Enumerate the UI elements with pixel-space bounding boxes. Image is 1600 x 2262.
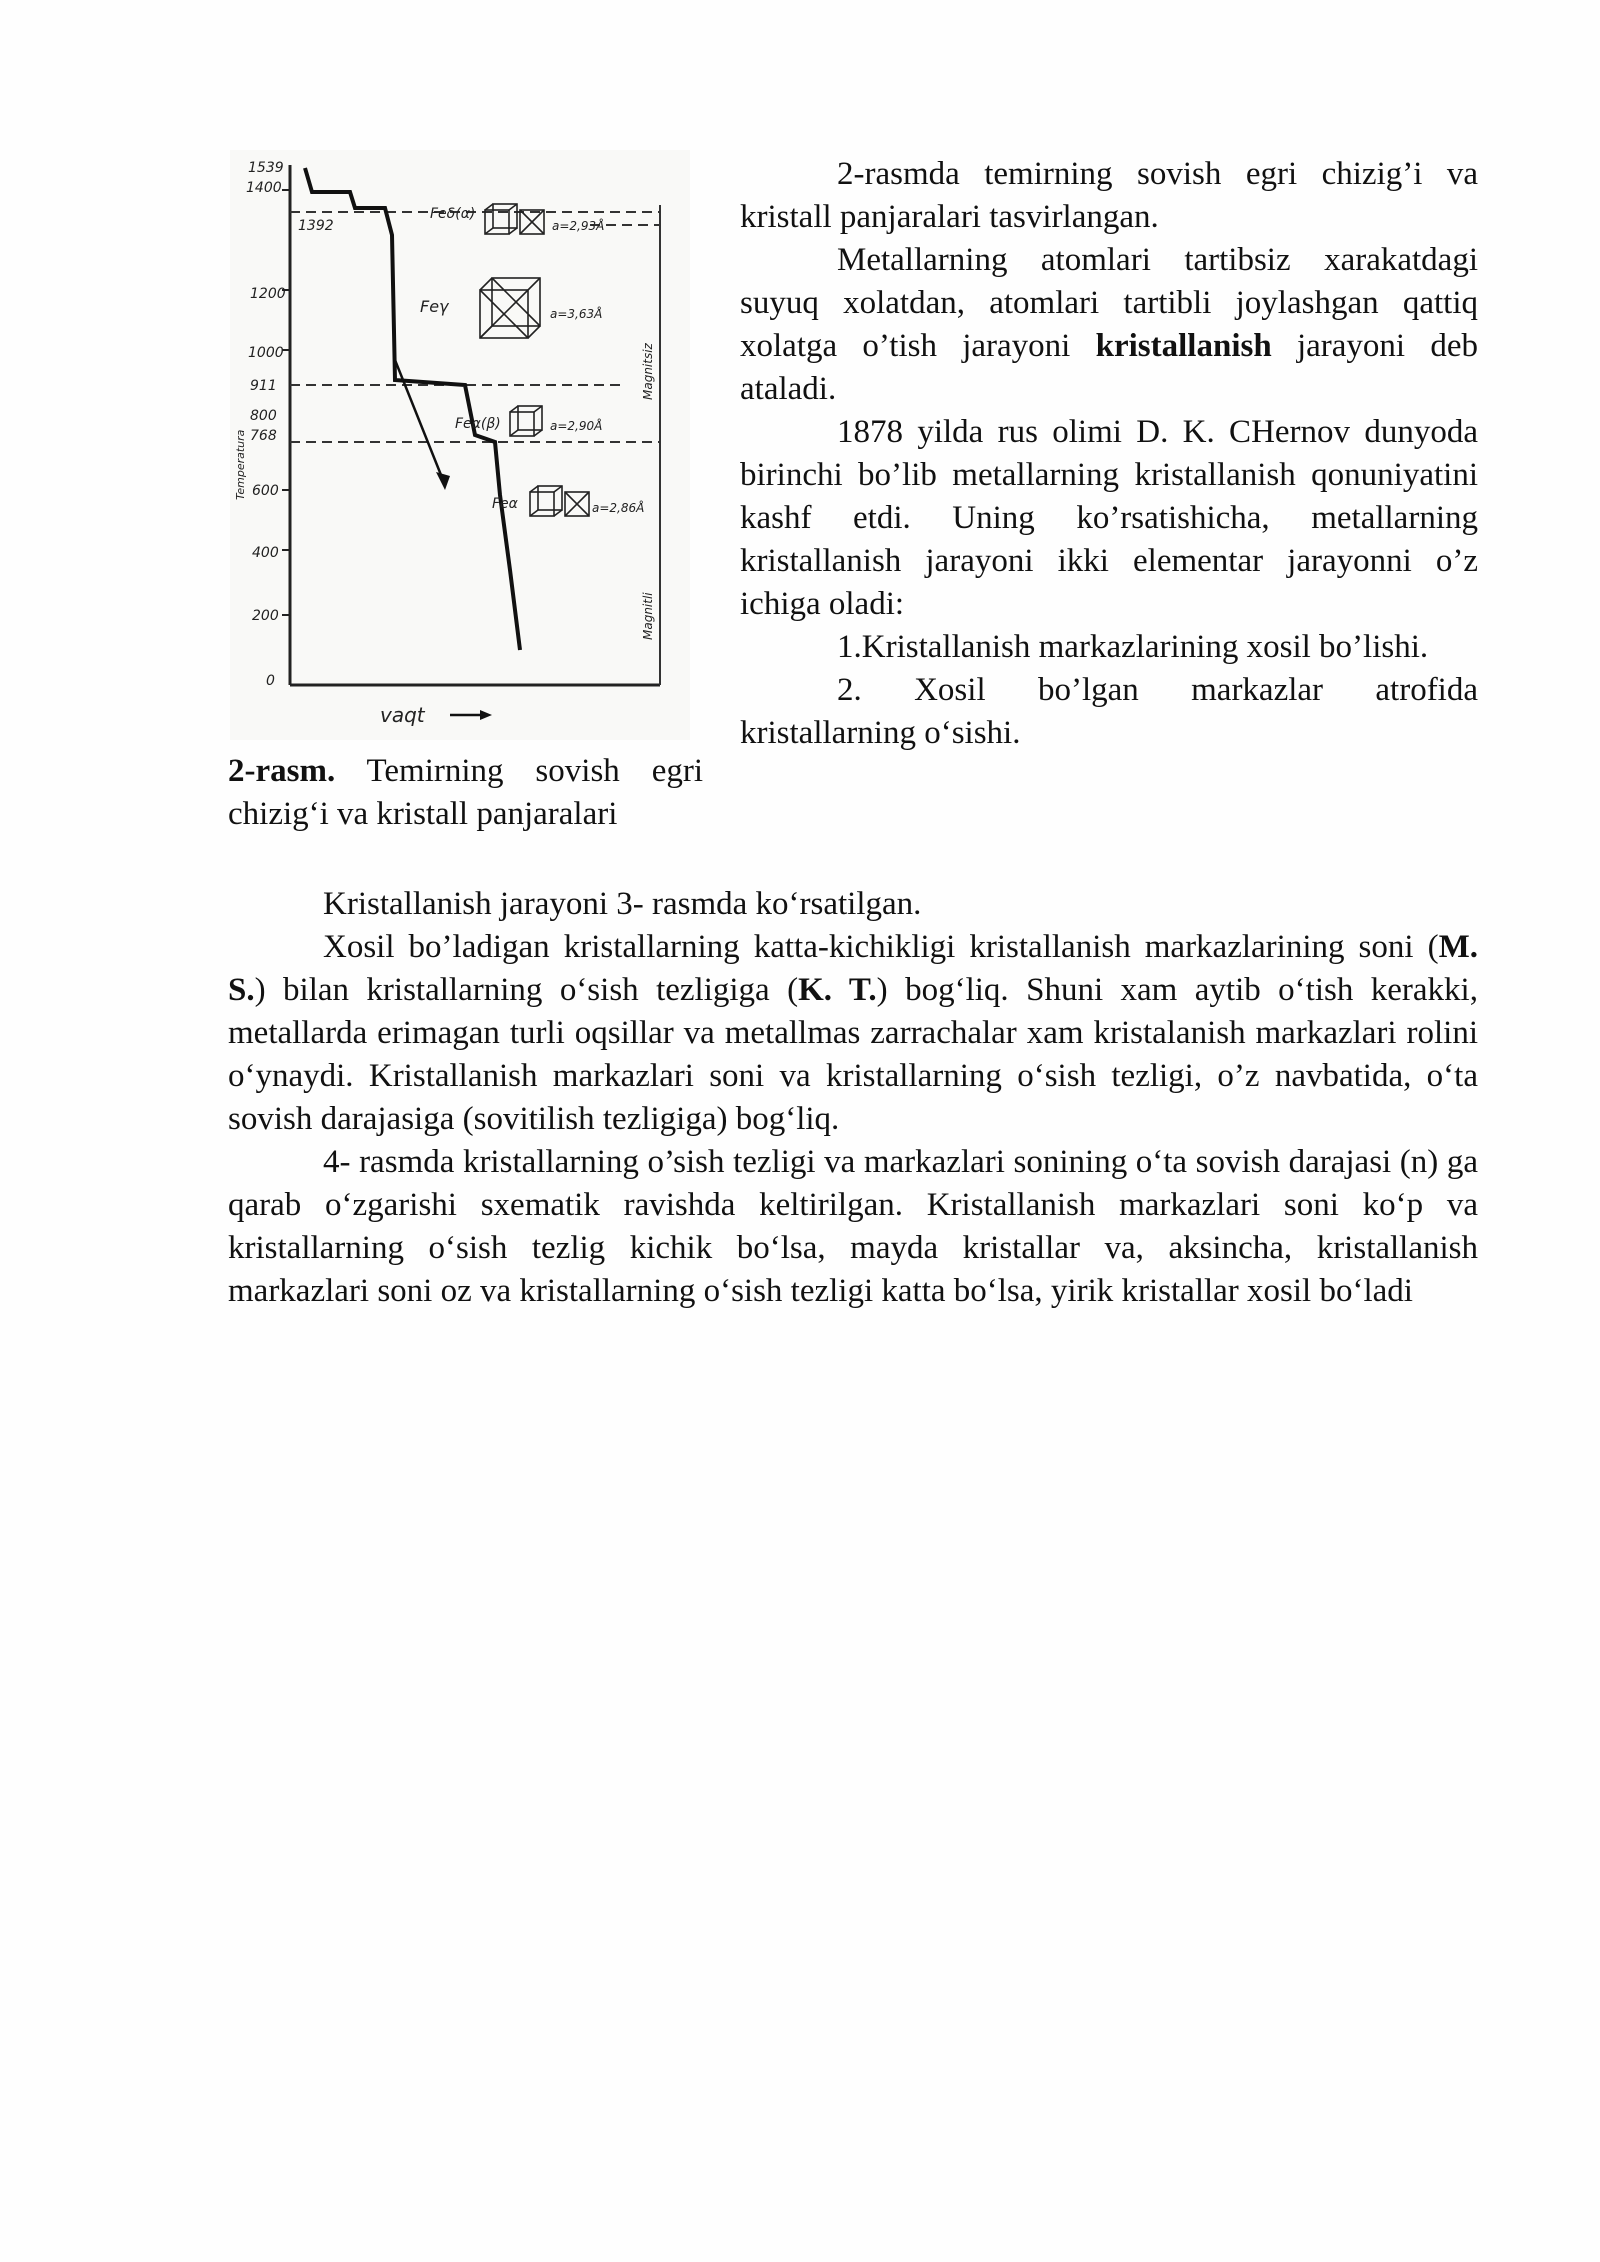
cooling-curve-drawing <box>230 150 690 740</box>
y-tick: 800 <box>250 408 277 424</box>
side-label: Magnitli <box>641 592 655 640</box>
bold-term: kristallanish <box>1095 328 1272 364</box>
paragraph: 1878 yilda rus olimi D. K. CHernov dunyoda birinchi bo’lib metallarning kristallanish qonuniyatini kashf etdi. Uning ko’rsatishicha, metallarning kristallanish jarayoni ikki elementar jarayonni o’z ichiga oladi: <box>740 414 1478 622</box>
paragraph: 2-rasmda temirning sovish egri chizig’i va kristall panjaralari tasvirlangan. <box>740 156 1478 235</box>
list-item: 2. Xosil bo’lgan markazlar atrofida kristallarning o‘sishi. <box>740 672 1478 751</box>
lattice-label: a=2,93Å <box>552 219 605 233</box>
phase-label: Feδ(α) <box>430 206 476 222</box>
y-tick: 200 <box>252 608 279 624</box>
lattice-label: a=2,86Å <box>592 501 645 515</box>
bold-term: K. T. <box>798 972 877 1008</box>
paragraph: 4- rasmda kristallarning o’sish tezligi va markazlari sonining o‘ta sovish darajasi (n) ga qarab o‘zgarishi sxematik ravishda keltirilgan. Kristallanish markazlari soni ko‘p va kristallarning o‘sish tezlig kichik bo‘lsa, mayda kristallar va, aksincha, kristallanish markazlari soni oz va kristallarning o‘sish tezligi katta bo‘lsa, yirik kristallar xosil bo‘ladi <box>228 1144 1478 1309</box>
y-tick: 911 <box>250 378 277 394</box>
paragraph-text: Xosil bo’ladigan kristallarning katta-kichikligi kristallanish markazlarining soni ( <box>323 929 1439 965</box>
caption-text: Temirning sovish egri chizig‘i va kristall panjaralari <box>228 753 703 832</box>
figure-caption <box>228 750 703 836</box>
list-item: 1.Kristallanish markazlarining xosil bo’lishi. <box>837 629 1429 665</box>
paragraph-text: jarayoni deb ataladi. <box>740 328 1478 407</box>
bold-term: M. S. <box>228 929 1478 1008</box>
y-tick: 1400 <box>246 180 282 196</box>
paragraph-text: ) bog‘liq. Shuni xam aytib o‘tish kerakki, metallarda erimagan turli oqsillar va metallmas zarrachalar xam kristalanish markazlari rolini o‘ynaydi. Kristallanish markazlari soni va kristallarning o‘sish tezligi, o’z navbatida, o‘ta sovish darajasiga (sovitilish tezligiga) bog‘liq. <box>228 972 1478 1137</box>
caption-label: 2-rasm. <box>228 753 336 789</box>
y-tick: 768 <box>250 428 277 444</box>
paragraph: Kristallanish jarayoni 3- rasmda ko‘rsatilgan. <box>323 886 922 922</box>
y-tick: 400 <box>252 545 279 561</box>
phase-label: Feα(β) <box>455 416 501 432</box>
paragraph <box>228 926 1478 1141</box>
phase-label: Feα <box>492 496 518 512</box>
y-tick: 600 <box>252 483 279 499</box>
side-label: Magnitsiz <box>641 343 655 400</box>
lattice-label: a=3,63Å <box>550 307 603 321</box>
y-tick: 1000 <box>248 345 284 361</box>
y-tick: 1200 <box>250 286 286 302</box>
paragraph-text: Metallarning atomlari tartibsiz xarakatdagi suyuq xolatdan, atomlari tartibli joylashgan qattiq xolatga o’tish jarayoni <box>740 242 1478 364</box>
y-tick: 0 <box>266 673 275 689</box>
paragraph-text: ) bilan kristallarning o‘sish tezligiga ( <box>254 972 799 1008</box>
iron-cooling-curve-figure <box>230 150 690 740</box>
y-tick: 1539 <box>248 160 284 176</box>
phase-label: Feγ <box>420 297 449 316</box>
body-text <box>228 883 1478 1313</box>
y-axis-label: Temperatura <box>234 429 247 500</box>
y-tick: 1392 <box>298 218 334 234</box>
right-column-text <box>740 153 1478 755</box>
x-axis-label: vaqt <box>380 703 425 727</box>
lattice-label: a=2,90Å <box>550 419 603 433</box>
paragraph <box>740 239 1478 411</box>
